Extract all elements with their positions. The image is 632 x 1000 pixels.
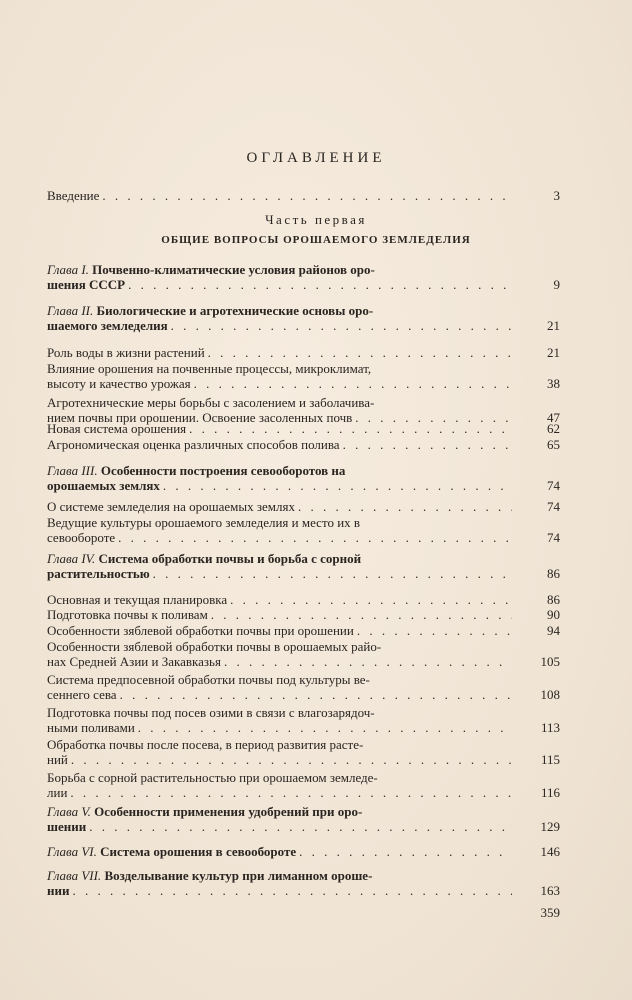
entry-page-number: 146 (540, 844, 560, 859)
entry-text: Борьба с сорной растительностью при орошаемом земледе- (47, 770, 378, 785)
entry-page-number: 3 (553, 188, 560, 203)
toc-entry-chapter[interactable] (47, 463, 512, 493)
dot-leader (208, 345, 512, 360)
chapter-label: Глава I. (47, 262, 89, 277)
entry-text: севообороте (47, 530, 116, 545)
toc-entry-section[interactable] (47, 623, 512, 638)
toc-entry-section[interactable] (47, 515, 512, 545)
chapter-label: Глава II. (47, 303, 94, 318)
entry-text: шении (47, 819, 87, 834)
entry-page-number: 74 (547, 499, 560, 514)
entry-page-number: 9 (553, 277, 560, 292)
page-number: 359 (540, 905, 560, 920)
entry-text: сеннего сева (47, 687, 117, 702)
dot-leader (70, 785, 512, 800)
dot-leader (72, 883, 512, 898)
toc-entry-chapter[interactable] (47, 868, 512, 898)
toc-heading: ОГЛАВЛЕНИЕ (246, 150, 386, 166)
entry-page-number: 108 (540, 687, 560, 702)
part-subtitle: ОБЩИЕ ВОПРОСЫ ОРОШАЕМОГО ЗЕМЛЕДЕЛИЯ (161, 234, 471, 246)
entry-page-number: 163 (540, 883, 560, 898)
toc-entry-section[interactable] (47, 499, 512, 514)
toc-entry-section[interactable] (47, 639, 512, 669)
entry-text: Система предпосевной обработки почвы под культуры ве- (47, 672, 370, 687)
toc-entry-section[interactable] (47, 770, 512, 800)
entry-page-number: 38 (547, 376, 560, 391)
dot-leader (153, 566, 512, 581)
entry-text: Особенности зяблевой обработки почвы в орошаемых райо- (47, 639, 382, 654)
chapter-label: Глава VI. (47, 844, 97, 859)
toc-entry-chapter[interactable] (47, 551, 512, 581)
entry-text: Роль воды в жизни растений (47, 345, 205, 360)
entry-page-number: 62 (547, 421, 560, 436)
chapter-label: Глава V. (47, 804, 91, 819)
entry-text: Агротехнические меры борьбы с засолением и заболачива- (47, 395, 375, 410)
entry-text: растительностью (47, 566, 150, 581)
toc-entry-section[interactable] (47, 705, 512, 735)
entry-text: Обработка почвы после посева, в период развития расте- (47, 737, 364, 752)
entry-text: нием почвы при орошении. Освоение засоленных почв (47, 410, 353, 425)
dot-leader (357, 623, 512, 638)
dot-leader (138, 720, 512, 735)
entry-text: Агрономическая оценка различных способов полива (47, 437, 340, 452)
dot-leader (299, 844, 512, 859)
chapter-label: Глава IV. (47, 551, 96, 566)
dot-leader (194, 376, 512, 391)
entry-text: Новая система орошения (47, 421, 187, 436)
entry-text: Влияние орошения на почвенные процессы, микроклимат, (47, 361, 372, 376)
entry-page-number: 21 (547, 345, 560, 360)
dot-leader (189, 421, 512, 436)
toc-entry-chapter[interactable] (47, 804, 512, 834)
entry-page-number: 116 (540, 785, 560, 800)
entry-text: Ведущие культуры орошаемого земледелия и место их в (47, 515, 361, 530)
entry-text: Введение (47, 188, 100, 203)
entry-page-number: 74 (547, 530, 560, 545)
entry-page-number: 47 (547, 410, 560, 425)
entry-text: шаемого земледелия (47, 318, 168, 333)
dot-leader (224, 654, 512, 669)
entry-page-number: 129 (540, 819, 560, 834)
entry-text: О системе земледелия на орошаемых землях (47, 499, 295, 514)
entry-page-number: 105 (540, 654, 560, 669)
dot-leader (343, 437, 512, 452)
entry-page-number: 74 (547, 478, 560, 493)
entry-text: Система орошения в севообороте (100, 844, 297, 859)
entry-text: нии (47, 883, 70, 898)
toc-entry-section[interactable] (47, 345, 512, 360)
dot-leader (71, 752, 512, 767)
toc-entry-section[interactable] (47, 592, 512, 607)
entry-page-number: 94 (547, 623, 560, 638)
entry-text: ний (47, 752, 68, 767)
toc-entry-section[interactable] (47, 607, 512, 622)
toc-entry-introduction[interactable] (47, 188, 512, 203)
entry-text: Система обработки почвы и борьба с сорной (98, 551, 362, 566)
dot-leader (171, 318, 512, 333)
entry-text: Подготовка почвы под посев озими в связи с влагозарядоч- (47, 705, 375, 720)
entry-page-number: 113 (540, 720, 560, 735)
entry-text: орошаемых землях (47, 478, 160, 493)
toc-entry-chapter[interactable] (47, 303, 512, 333)
toc-entry-section[interactable] (47, 361, 512, 391)
entry-text: Особенности построения севооборотов на (100, 463, 346, 478)
toc-entry-chapter[interactable] (47, 844, 512, 859)
toc-entry-section[interactable] (47, 672, 512, 702)
entry-text: Подготовка почвы к поливам (47, 607, 208, 622)
entry-text: Возделывание культур при лиманном ороше- (104, 868, 373, 883)
dot-leader (89, 819, 512, 834)
dot-leader (102, 188, 512, 203)
entry-page-number: 86 (547, 566, 560, 581)
toc-entry-section[interactable] (47, 737, 512, 767)
entry-page-number: 65 (547, 437, 560, 452)
dot-leader (230, 592, 512, 607)
entry-text: Особенности применения удобрений при оро- (94, 804, 363, 819)
entry-page-number: 90 (547, 607, 560, 622)
toc-entry-chapter[interactable] (47, 262, 512, 292)
part-title: Часть первая (265, 212, 367, 227)
toc-entry-section[interactable] (47, 437, 512, 452)
entry-text: Особенности зяблевой обработки почвы при орошении (47, 623, 354, 638)
entry-text: лии (47, 785, 68, 800)
entry-text: Основная и текущая планировка (47, 592, 228, 607)
entry-text: ными поливами (47, 720, 135, 735)
chapter-label: Глава VII. (47, 868, 102, 883)
dot-leader (120, 687, 512, 702)
dot-leader (298, 499, 512, 514)
dot-leader (128, 277, 512, 292)
entry-text: нах Средней Азии и Закавказья (47, 654, 221, 669)
entry-text: Почвенно-климатические условия районов оро- (92, 262, 375, 277)
entry-page-number: 115 (540, 752, 560, 767)
entry-text: шения СССР (47, 277, 126, 292)
entry-page-number: 86 (547, 592, 560, 607)
dot-leader (211, 607, 512, 622)
dot-leader (163, 478, 512, 493)
entry-text: Биологические и агротехнические основы оро- (96, 303, 374, 318)
entry-page-number: 21 (547, 318, 560, 333)
dot-leader (118, 530, 512, 545)
toc-entry-section[interactable] (47, 421, 512, 436)
entry-text: высоту и качество урожая (47, 376, 191, 391)
chapter-label: Глава III. (47, 463, 98, 478)
